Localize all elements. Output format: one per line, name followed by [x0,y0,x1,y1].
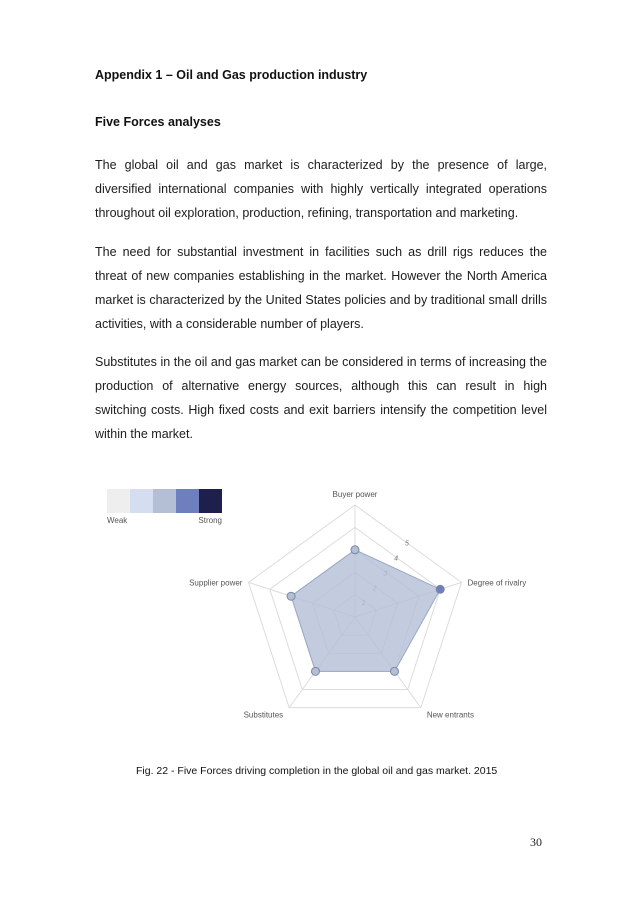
paragraph-new-entrants: The need for substantial investment in facilities such as drill rigs reduces the threat of new companies establishing in the market. However the North America market is characterized by the United States policies and by traditional small drills activities, with a considerable number of players. [95,245,547,331]
axis-label-2: Degree of rivalry [467,578,527,588]
legend-swatch-5 [199,489,222,513]
legend-strong-label: Strong [198,516,222,525]
scale-tick-5: 5 [404,540,409,548]
legend-swatch-4 [176,489,199,513]
legend-swatch-3 [153,489,176,513]
axis-label-1: Buyer power [332,490,378,499]
data-point-2 [436,585,444,593]
radar-plot [189,490,526,720]
axis-label-4: Substitutes [243,710,284,720]
five-forces-radar-chart [95,482,547,750]
paragraph-market-overview: The global oil and gas market is characterized by the presence of large, diversified international companies with highly vertically integrated operations throughout oil exploration, production, refining, transportation and marketing. [95,158,547,220]
legend-swatch-1 [107,489,130,513]
data-point-3 [390,667,398,675]
section-title: Five Forces analyses [95,115,221,129]
figure-caption: Fig. 22 - Five Forces driving completion in the global oil and gas market. 2015 [136,765,498,777]
data-point-1 [351,546,359,554]
data-point-5 [287,592,295,600]
appendix-title: Appendix 1 – Oil and Gas production industry [95,68,368,82]
strength-legend [107,489,222,525]
data-point-4 [312,667,320,675]
axis-label-5: Supplier power [189,578,243,588]
paragraph-substitutes: Substitutes in the oil and gas market can be considered in terms of increasing the production of alternative energy sources, although this can result in high switching costs. High fixed costs and exit barriers intensify the competition level within the market. [95,355,547,441]
legend-weak-label: Weak [107,516,128,525]
data-area [291,550,440,672]
page-number: 30 [530,835,542,849]
scale-tick-4: 4 [394,555,399,563]
axis-label-3: New entrants [426,710,474,720]
legend-swatch-2 [130,489,153,513]
